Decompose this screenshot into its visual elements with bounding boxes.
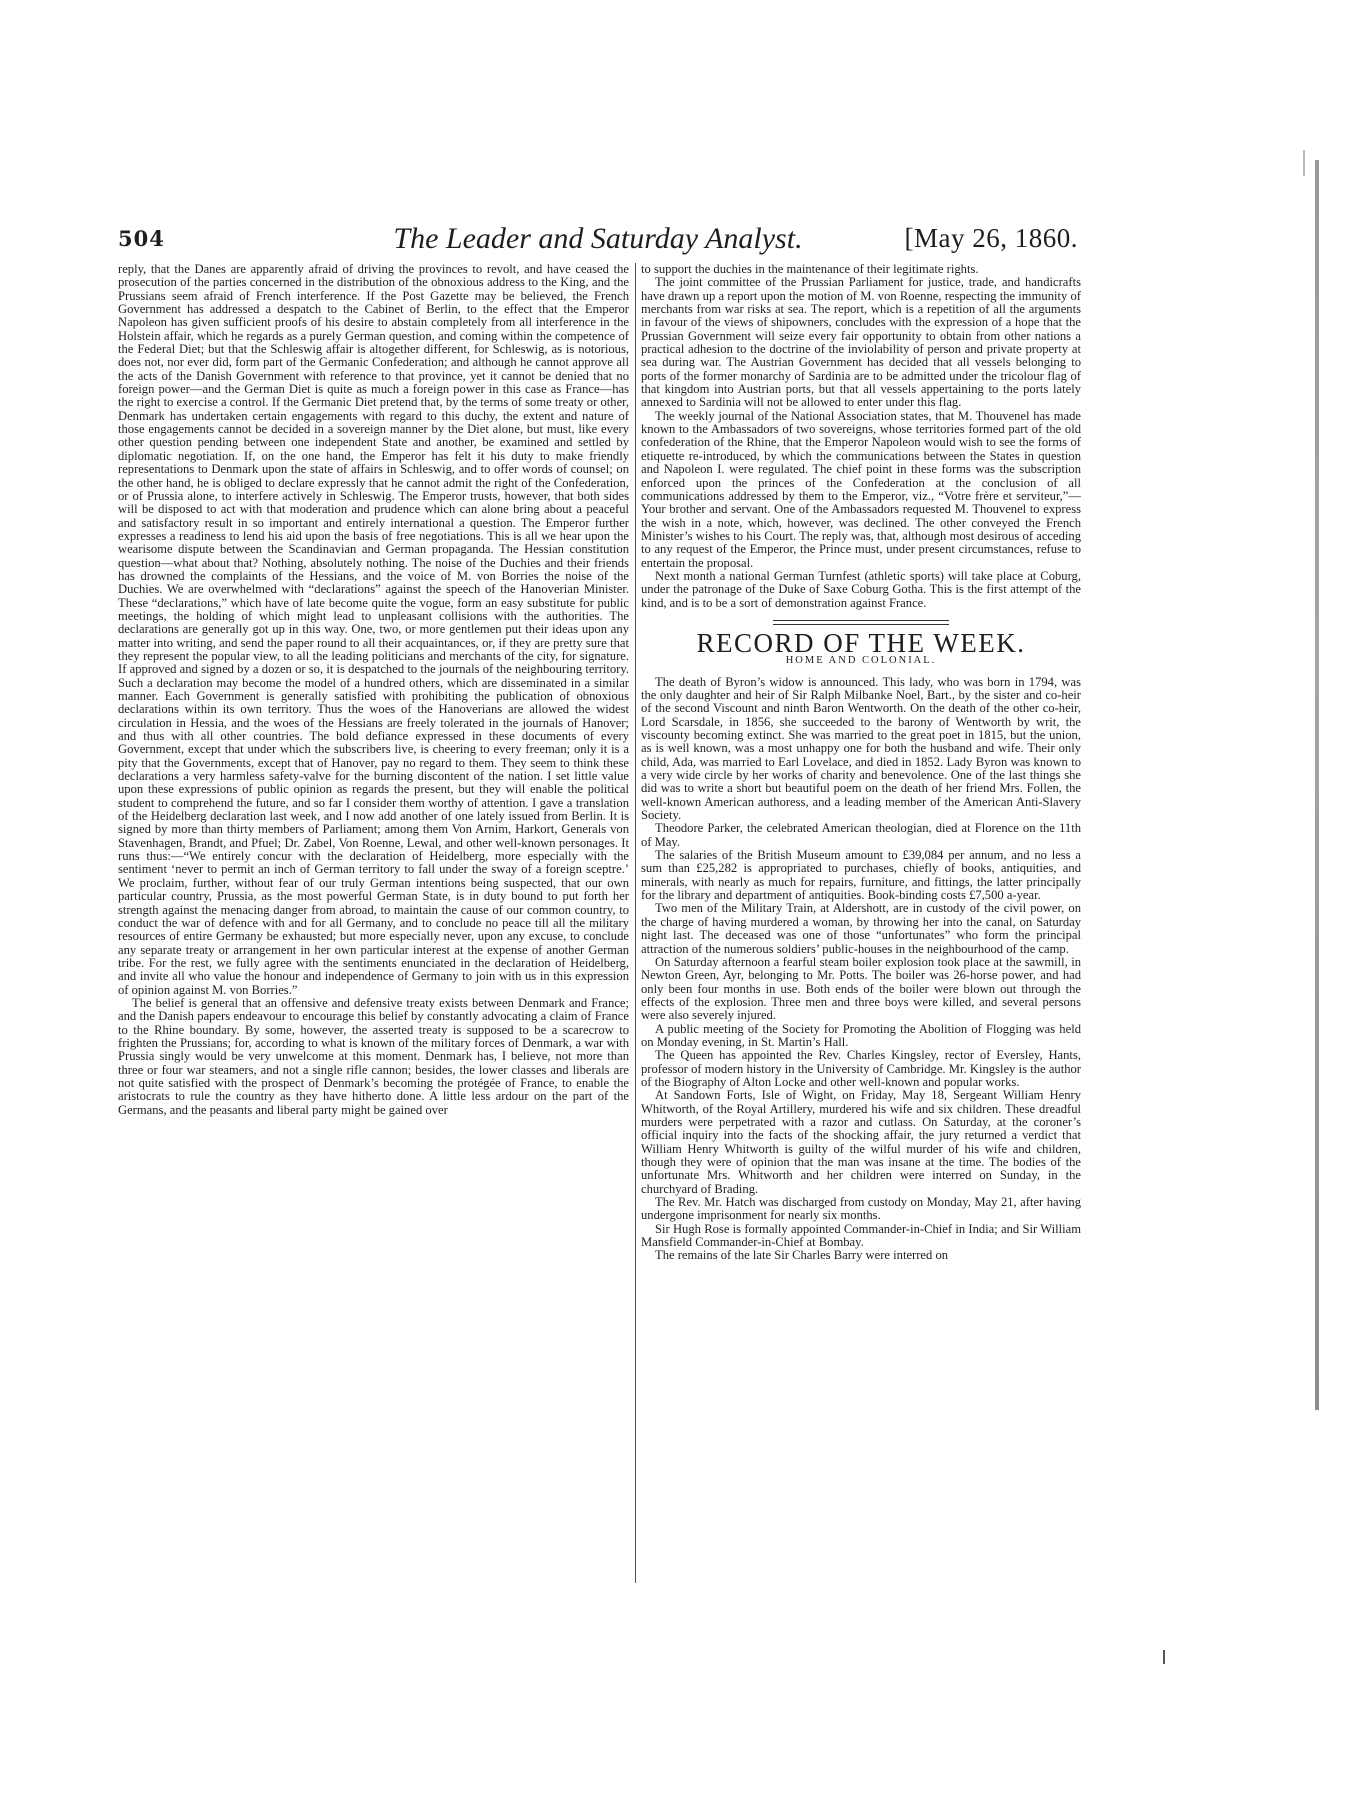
news-item: On Saturday afternoon a fearful steam boiler explosion took place at the sawmill, in Newton Green, Ayr, belonging to Mr. Potts. The boiler was 26-horse power, and had only been four months in use. Both ends of the boiler were blown out through the effects of the explosion. Three men and three boys were killed, and several persons were also severely injured. [641,954,1081,1023]
section-header [641,620,1081,668]
news-item: Theodore Parker, the celebrated American theologian, died at Florence on the 11th of May. [641,821,1081,849]
article-paragraph: The joint committee of the Prussian Parliament for justice, trade, and handicrafts have drawn up a report upon the motion of M. von Roenne, respecting the immunity of merchants from war risks at sea. The report, which is a repetition of all the arguments in favour of the views of shipowners, concludes with the expression of a hope that the Prussian Government will seize every fair opportunity to obtain from other nations a practical adhesion to the doctrine of the inviolability of person and private property at sea during war. The Austrian Government has decided that all vessels belonging to ports of the former monarchy of Sardinia are to be admitted under the tricolour flag of that kingdom into Austrian ports, but that all vessels appertaining to the ports lately annexed to Sardinia will not be allowed to enter under this flag. [641,275,1081,410]
left-column [118,263,629,1593]
news-item: Two men of the Military Train, at Aldershott, are in custody of the civil power, on the charge of having murdered a woman, by throwing her into the canal, on Saturday night last. The deceased was one of those “unfortunates” who form the principal attraction of the numerous soldiers’ public-houses in the neighbourhood of the camp. [641,901,1081,956]
news-item: Sir Hugh Rose is formally appointed Commander-in-Chief in India; and Sir William Mansfield Commander-in-Chief at Bombay. [641,1221,1081,1250]
section-rule [773,620,949,625]
article-paragraph: to support the duchies in the maintenance of their legitimate rights. [641,262,979,276]
article-paragraph: The weekly journal of the National Association states, that M. Thouvenel has made known to the Ambassadors of two sovereigns, whose territories formed part of the old confederation of the Rhine, that the Emperor Napoleon would wish to see the forms of etiquette re-introduced, by which the communications between the States in question and Napoleon I. were regulated. The chief point in these forms was the subscription enforced upon the princes of the Confederation at the conclusion of all communications addressed by them to the Emperor, viz., “Votre frère et serviteur,”—Your brother and servant. One of the Ambassadors requested M. Thouvenel to express the wish in a note, which, however, was declined. The other conveyed the French Minister’s wishes to his Court. The reply was, that, although most desirous of acceding to any request of the Emperor, the Prince must, under present circumstances, refuse to entertain the proposal. [641,408,1081,570]
news-item: The salaries of the British Museum amount to £39,084 per annum, and no less a sum than £25,282 is appropriated to purchases, chiefly of books, antiquities, and minerals, with nearly as much for repairs, furniture, and fittings, the latter principally for the library and department of antiquities. Book-binding costs £7,500 a-year. [641,848,1081,903]
section-subtitle: HOME AND COLONIAL. [785,655,937,667]
news-item: At Sandown Forts, Isle of Wight, on Friday, May 18, Sergeant William Henry Whitworth, of the Royal Artillery, murdered his wife and six children. These dreadful murders were perpetrated with a razor and cutlass. On Saturday, at the coroner’s official inquiry into the facts of the shocking affair, the jury returned a verdict that William Henry Whitworth is guilty of the wilful murder of his wife and children, though they were of opinion that the man was insane at the time. The bodies of the unfortunate Mrs. Whitworth and her children were interred on Sunday, in the churchyard of Brading. [641,1088,1081,1196]
news-item: The Queen has appointed the Rev. Charles Kingsley, rector of Eversley, Hants, professor of modern history in the University of Cambridge. Mr. Kingsley is the author of the Biography of Alton Locke and other well-known and popular works. [641,1048,1081,1089]
article-paragraph: Next month a national German Turnfest (athletic sports) will take place at Coburg, under the patronage of the Duke of Saxe Coburg Gotha. This is the first attempt of the kind, and is to be a sort of demonstration against France. [641,568,1081,610]
news-item: The Rev. Mr. Hatch was discharged from custody on Monday, May 21, after having undergone imprisonment for nearly six months. [641,1195,1081,1223]
publication-title: The Leader and Saturday Analyst. [393,222,803,255]
masthead [118,218,1078,262]
right-column [641,263,1081,1593]
column-divider [635,263,636,1583]
news-item: A public meeting of the Society for Promoting the Abolition of Flogging was held on Monday evening, in St. Martin’s Hall. [641,1021,1081,1049]
news-item: The death of Byron’s widow is announced. This lady, who was born in 1794, was the only daughter and heir of Sir Ralph Milbanke Noel, Bart., by the sister and co-heir of the second Viscount and ninth Baron Wentworth. On the death of the other co-heir, Lord Scarsdale, in 1856, she succeeded to the barony of Wentworth by writ, the viscounty becoming extinct. She was married to the great poet in 1815, but the union, as is well known, was a most unhappy one for both the husband and wife. Their only child, Ada, was married to Earl Lovelace, and died in 1852. Lady Byron was known to a very wide circle by her works of charity and benevolence. One of the last things she did was to write a short but beautiful poem on the death of her friend Mrs. Follen, the well-known American authoress, and a leading member of the American Anti-Slavery Society. [641,674,1081,823]
page-edge-shadow [1315,160,1319,1410]
issue-date: [May 26, 1860. [904,223,1078,253]
section-title: RECORD OF THE WEEK. [696,627,1026,658]
margin-mark [1163,1650,1165,1664]
news-item: The remains of the late Sir Charles Barry were interred on [655,1248,949,1263]
article-paragraph: The belief is general that an offensive and defensive treaty exists between Denmark and France; and the Danish papers endeavour to encourage this belief by constantly advocating a claim of France to the Rhine boundary. By some, however, the asserted treaty is supposed to be a scarecrow to frighten the Prussians; for, according to what is known of the military forces of Denmark, a war with Prussia singly would be very unwelcome at this moment. Denmark has, I believe, not more than three or four war steamers, and not a single rifle cannon; besides, the lower classes and liberals are not quite satisfied with the prospect of Denmark’s becoming the protégée of France, to enable the aristocrats to rule the country as they have hitherto done. A little less ardour on the part of the Germans, and the peasants and liberal party might be gained over [118,995,629,1117]
article-paragraph: reply, that the Danes are apparently afraid of driving the provinces to revolt, and have ceased the prosecution of the parties concerned in the distribution of the obnoxious address to the King, and the Prussians seem afraid of French interference. If the Post Gazette may be believed, the French Government has addressed a despatch to the Cabinet of Berlin, to the effect that the Emperor Napoleon has given sufficient proofs of his desire to abstain completely from all interference in the Holstein affair, which he regards as a purely German question, and coming within the competence of the Federal Diet; but that the Schleswig affair is altogether different, for Schleswig, as is notorious, does not, nor ever did, form part of the Germanic Confederation; and although he cannot approve all the acts of the Danish Government with reference to that province, yet it cannot be denied that no foreign power—and the German Diet is quite as much a foreign power in this case as France—has the right to exercise a control. If the Germanic Diet pretend that, by the terms of some treaty or other, Denmark has undertaken certain engagements with regard to this duchy, the extent and nature of those engagements cannot be decided in a sovereign manner by the Diet alone, but must, like every other question pending between one independent State and another, be examined and settled by diplomatic negotiation. If, on the one hand, the Emperor has felt it his duty to make friendly representations to Denmark upon the state of affairs in Schleswig, and to offer words of counsel; on the other hand, he is obliged to declare expressly that he cannot admit the right of the Confederation, or of Prussia alone, to interfere actively in Schleswig. The Emperor trusts, however, that both sides will be disposed to act with that moderation and prudence which can alone bring about a peaceful and satisfactory result in so important and entirely international a question. The Emperor further expresses a readiness to lend his aid upon the basis of free negotiations. This is all we hear upon the wearisome dispute between the Scandinavian and German propaganda. The Hessian constitution question—what about that? Nothing, absolutely nothing. The noise of the Duchies and their friends has drowned the complaints of the Hessians, and the voice of M. von Borries the noise of the Duchies. We are overwhelmed with “declarations” against the speech of the Hanoverian Minister. These “declarations,” which have of late become quite the vogue, form an easy substitute for public meetings, the holding of which might lead to unpleasant collisions with the authorities. The declarations are generally got up in this way. One, two, or more gentlemen put their ideas upon any matter into writing, and send the paper round to all their acquaintances, or, if they are pretty sure that they represent the popular view, to all the leading politicians and merchants of the city, for signature. If approved and signed by a dozen or so, it is despatched to the journals of the neighbouring territory. Such a declaration may become the model of a hundred others, which are disseminated in a similar manner. Each Government is generally satisfied with prohibiting the publication of obnoxious declarations within its own territory. Thus the woes of the Hanoverians are allowed the widest circulation in Hessia, and the woes of the Hessians are freely tolerated in the journals of Hanover; and thus with all other countries. The bold defiance expressed in these documents of every Government, except that under which the subscribers live, is cheering to every freeman; only it is a pity that the Governments, except that of Hanover, pay no regard to them. They seem to think these declarations a very harmless safety-valve for the burning discontent of the nation. I set little value upon these expressions of public opinion as regards the present, but they will enable the political student to comprehend the future, and so far I consider them worthy of attention. I gave a translation of the Heidelberg declaration last week, and I now add another of one lately issued from Berlin. It is signed by more than thirty members of Parliament; among them Von Arnim, Harkort, Generals von Stavenhagen, Brandt, and Pfuel; Dr. Zabel, Von Roenne, Lewal, and other well-known personages. It runs thus:—“We entirely concur with the declaration of Heidelberg, more especially with the sentiment ‘never to permit an inch of German territory to fall under the sway of a foreign sceptre.’ We proclaim, further, without fear of our truly German intentions being suspected, that our own particular country, Prussia, as the most powerful German State, is in duty bound to put forth her strength against the menacing danger from abroad, to maintain the cause of our common country, to conduct the war of defence with and for all Germany, and to conclude no peace till all the military resources of entire Germany be exhausted; but more especially never, upon any excuse, to conclude any separate treaty or arrangement in her own particular interest at the expense of another German tribe. For the rest, we fully agree with the sentiments enunciated in the declaration of Heidelberg, and invite all who value the honour and independence of Germany to join with us in this expression of opinion against M. von Borries.” [118,262,629,997]
page-number: 504 [118,226,165,251]
